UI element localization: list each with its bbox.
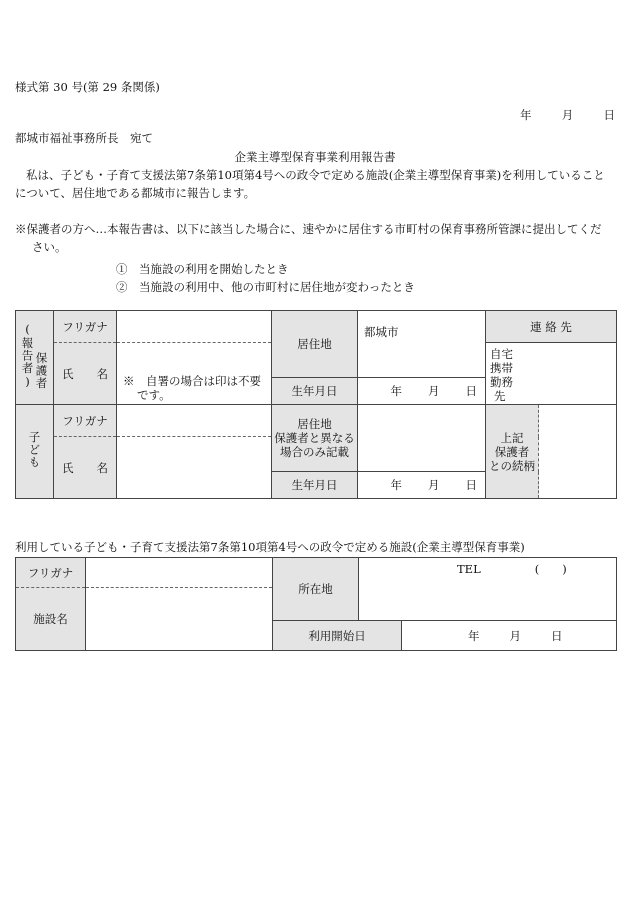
guardian-birthdate-field[interactable]	[358, 378, 486, 405]
guardian-birth-year: 年	[390, 384, 402, 398]
contact-label: 連 絡 先	[486, 311, 617, 343]
date-day-label: 日	[603, 108, 615, 122]
contact-work-2: 先	[494, 389, 506, 403]
start-date-year: 年	[468, 628, 480, 643]
condition-2-number: ②	[116, 280, 128, 294]
guardian-label: 保護者	[34, 352, 49, 390]
facility-location-field[interactable]	[359, 558, 617, 621]
seal-note-line2: です。	[137, 388, 171, 402]
contact-field[interactable]	[539, 343, 617, 405]
relation-line3: との続柄	[489, 458, 535, 473]
condition-1-number: ①	[116, 262, 128, 276]
child-furigana-field[interactable]	[117, 405, 272, 437]
notice-line2: さい。	[32, 240, 67, 254]
addressee: 都城市福祉事務所長 宛て	[15, 131, 153, 145]
guardian-residence-field[interactable]	[358, 311, 486, 378]
condition-1	[116, 262, 289, 276]
facility-name-field[interactable]	[86, 588, 273, 651]
relation-field[interactable]	[539, 405, 617, 499]
intro-text-line1: 私は、子ども・子育て支援法第7条第10項第4号への政令で定める施設(企業主導型保育事業)を利用していること	[26, 168, 605, 182]
guardian-name-label: 氏 名	[54, 343, 117, 405]
guardian-sub-label: (報告者)	[20, 322, 35, 390]
date-month-label: 月	[561, 108, 574, 122]
date-year-label: 年	[520, 108, 532, 122]
start-date-day: 日	[551, 628, 563, 643]
relation-label	[486, 405, 539, 499]
facility-table	[15, 557, 617, 651]
guardian-residence-label: 居住地	[272, 311, 358, 378]
child-residence-line3: 場合のみ記載	[280, 445, 349, 459]
child-residence-field[interactable]	[358, 405, 486, 472]
child-label: 子ども	[27, 431, 42, 469]
contact-home: 自宅	[490, 347, 513, 361]
contact-mobile: 携帯	[490, 361, 513, 375]
guardian-birth-day: 日	[465, 384, 477, 398]
relation-line2: 保護者	[494, 444, 530, 459]
start-date-field[interactable]	[402, 621, 617, 651]
report-table	[15, 310, 617, 499]
facility-location-label: 所在地	[273, 558, 359, 621]
intro-text-line2: について、居住地である都城市に報告します。	[15, 186, 256, 200]
guardian-furigana-label: フリガナ	[54, 311, 117, 343]
guardian-birth-month: 月	[428, 384, 440, 398]
child-furigana-label: フリガナ	[54, 405, 117, 437]
child-name-field[interactable]	[117, 437, 272, 499]
relation-line1: 上記	[500, 430, 524, 445]
facility-furigana-label: フリガナ	[16, 558, 86, 588]
seal-note-line1: ※ 自署の場合は印は不要	[123, 374, 261, 388]
condition-1-text: 当施設の利用を開始したとき	[139, 262, 289, 276]
child-name-label: 氏 名	[54, 437, 117, 499]
date-line	[520, 108, 615, 122]
facility-name-label: 施設名	[16, 588, 86, 651]
start-date-month: 月	[509, 628, 521, 643]
tel-label: TEL	[457, 562, 481, 576]
contact-types	[486, 343, 539, 405]
child-birthdate-label: 生年月日	[272, 472, 358, 499]
child-birth-day: 日	[465, 478, 477, 492]
document-title: 企業主導型保育事業利用報告書	[234, 150, 396, 164]
guardian-furigana-field[interactable]	[117, 311, 272, 343]
child-residence-line1: 居住地	[297, 417, 332, 431]
child-birth-month: 月	[428, 478, 440, 492]
guardian-birthdate-label: 生年月日	[272, 378, 358, 405]
condition-2-text: 当施設の利用中、他の市町村に居住地が変わったとき	[139, 280, 415, 294]
guardian-residence-value: 都城市	[364, 325, 399, 339]
child-label-cell	[16, 405, 54, 499]
facility-furigana-field[interactable]	[86, 558, 273, 588]
facility-heading: 利用している子ども・子育て支援法第7条第10項第4号への政令で定める施設(企業主導型保育事業)	[15, 540, 525, 554]
form-number: 様式第 30 号(第 29 条関係)	[15, 80, 160, 94]
child-residence-line2: 保護者と異なる	[274, 431, 355, 445]
start-date-label: 利用開始日	[273, 621, 402, 651]
notice-line1: ※保護者の方へ…本報告書は、以下に該当した場合に、速やかに居住する市町村の保育事務所管課に提出してくだ	[15, 222, 602, 236]
child-birth-year: 年	[390, 478, 402, 492]
guardian-label-cell	[16, 311, 54, 405]
child-birthdate-field[interactable]	[358, 472, 486, 499]
guardian-name-field[interactable]	[117, 343, 272, 405]
contact-work: 勤務	[490, 375, 513, 389]
condition-2	[116, 280, 415, 294]
child-residence-label	[272, 405, 358, 472]
tel-paren: ( )	[534, 562, 567, 576]
